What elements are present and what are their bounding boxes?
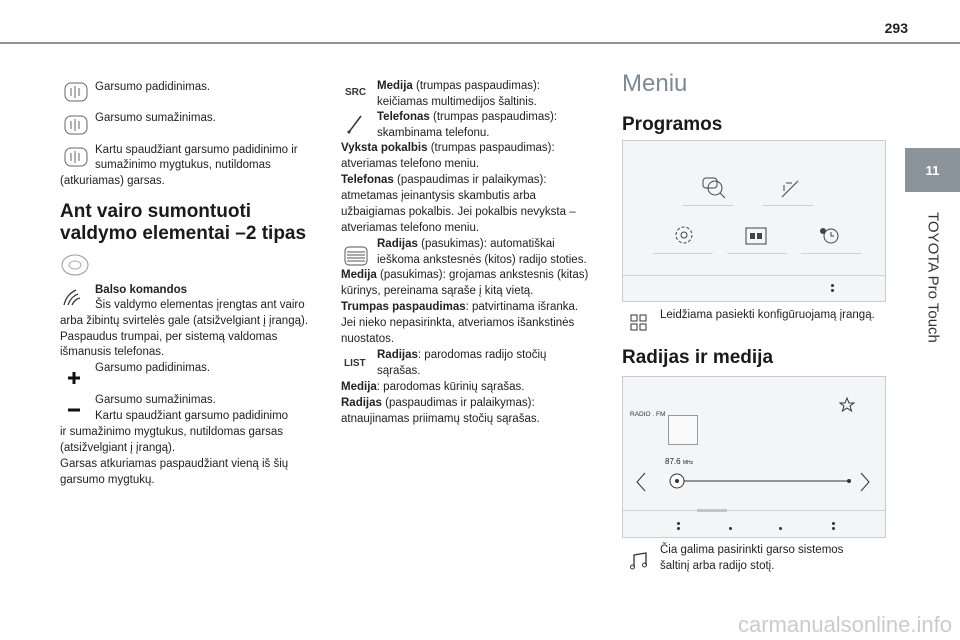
radio-band-label: RADIO . FM: [630, 411, 666, 418]
voice-line-4: išmanusis telefonas.: [60, 346, 165, 358]
call-line-1: Vyksta pokalbis (trumpas paspaudimas):: [341, 142, 555, 154]
programos-heading: Programos: [622, 114, 723, 135]
radio-line-2: ieškoma ankstesnės (kitos) radijo stoties.: [377, 254, 587, 266]
radio-description-line-1: Čia galima pasirinkti garso sistemos: [660, 544, 844, 556]
plus-text: Garsumo padidinimas.: [95, 362, 211, 374]
prev-station-icon[interactable]: [635, 471, 647, 493]
clock-app-icon[interactable]: [815, 223, 841, 247]
phone2-line-2: atmetamas įeinantysis skambutis arba: [341, 190, 536, 202]
music-note-icon: [628, 549, 650, 571]
section-heading-line-2: valdymo elementai –2 tipas: [60, 223, 307, 244]
short-line-2: Jei nieko nepasirinkta, atveriamos išankstinės: [341, 317, 575, 329]
media2-line-2: kūrinys, pereinama sąraše į kitą vietą.: [341, 285, 534, 297]
call-line-2: atveriamas telefono meniu.: [341, 158, 480, 170]
voice-line-3: Paspaudus trumpai, per sistemą valdomas: [60, 331, 278, 343]
more-options-icon[interactable]: [832, 522, 836, 532]
src-icon: SRC: [345, 87, 367, 98]
phone2-line-4: atveriamas telefono meniu.: [341, 222, 480, 234]
steering-switch-icon: [62, 80, 90, 104]
volume-up-text: Garsumo padidinimas.: [95, 81, 211, 93]
more-options-icon[interactable]: [677, 522, 681, 532]
phone-icon: [344, 113, 366, 135]
mute-line-2: sumažinimo mygtukus, nutildomas: [95, 159, 271, 171]
voice-line-1: Šis valdymo elementas įrengtas ant vairo: [95, 299, 305, 311]
header-rule: [0, 42, 960, 44]
thumbwheel-icon: [343, 243, 369, 269]
chapter-label: TOYOTA Pro Touch: [924, 212, 941, 343]
apps-screen: [622, 140, 886, 302]
settings-app-icon[interactable]: [671, 223, 697, 247]
favorite-star-icon[interactable]: [839, 397, 855, 413]
phone-line-2: skambinama telefonu.: [377, 127, 490, 139]
menu-dot[interactable]: [729, 527, 732, 530]
short-line-3: nuostatos.: [341, 333, 395, 345]
voice-line-2: arba žibintų svirtelės gale (atsižvelgiant į įrangą).: [60, 315, 309, 327]
station-artwork: [668, 415, 698, 445]
minus-icon: [66, 402, 82, 418]
meniu-title: Meniu: [622, 70, 688, 97]
media2-line-1: Medija (pasukimas): grojamas ankstesnis (kitas): [341, 269, 589, 281]
plus-icon: [66, 370, 82, 386]
radio-description-line-2: šaltinį arba radijo stotį.: [660, 560, 775, 572]
tuning-slider[interactable]: [667, 470, 853, 492]
steering-wheel-icon: [60, 253, 90, 277]
media-line-1: Medija (trumpas paspaudimas):: [377, 80, 540, 92]
radio-line-1: Radijas (pasukimas): automatiškai: [377, 238, 555, 250]
short-line-1: Trumpas paspaudimas: patvirtinama išranka.: [341, 301, 579, 313]
volume-down-text: Garsumo sumažinimas.: [95, 112, 216, 124]
next-station-icon[interactable]: [859, 471, 871, 493]
connect-app-icon[interactable]: [778, 177, 804, 201]
phone-line-1: Telefonas (trumpas paspaudimas):: [377, 111, 558, 123]
more-options-icon[interactable]: [831, 284, 835, 294]
steering-switch-icon: [62, 113, 90, 137]
frequency-value: 87.6 MHz: [665, 457, 694, 466]
radio-screen: [622, 376, 886, 538]
radio3-line-1: Radijas (paspaudimas ir palaikymas):: [341, 397, 535, 409]
apps-menu-icon: [629, 313, 649, 333]
phone2-line-1: Telefonas (paspaudimas ir palaikymas):: [341, 174, 547, 186]
apps-description: Leidžiama pasiekti konfigūruojamą įrangą.: [660, 309, 875, 321]
minus-line-4: (atsižvelgiant į įrangą).: [60, 442, 176, 454]
watermark: carmanualsonline.info: [737, 612, 952, 637]
minus-line-3: ir sumažinimo mygtukus, nutildomas garsas: [60, 426, 284, 438]
voice-app-icon[interactable]: [701, 175, 727, 199]
voice-title: Balso komandos: [95, 284, 188, 296]
minus-line-6: garsumo mygtukų.: [60, 474, 155, 486]
chapter-tab[interactable]: 11: [905, 148, 960, 192]
radio2-line-1: Radijas: parodomas radijo stočių: [377, 349, 547, 361]
apps-grid-icon[interactable]: [743, 225, 769, 247]
radijas-heading: Radijas ir medija: [622, 347, 774, 368]
radio3-line-2: atnaujinamas priimamų stočių sąrašas.: [341, 413, 540, 425]
minus-line-1: Garsumo sumažinimas.: [95, 394, 216, 406]
mute-line-3: (atkuriamas) garsas.: [60, 175, 165, 187]
list-icon: LIST: [344, 358, 366, 369]
phone2-line-3: užbaigiamas pokalbis. Jei pokalbis nevyksta –: [341, 206, 576, 218]
voice-command-icon: [60, 285, 88, 309]
steering-switch-icon: [62, 145, 90, 169]
page-number: 293: [884, 20, 908, 36]
radio2-line-2: sąrašas.: [377, 365, 421, 377]
section-heading-line-1: Ant vairo sumontuoti: [60, 201, 252, 222]
minus-line-2: Kartu spaudžiant garsumo padidinimo: [95, 410, 289, 422]
minus-line-5: Garsas atkuriamas paspaudžiant vieną iš šių: [60, 458, 289, 470]
mute-line-1: Kartu spaudžiant garsumo padidinimo ir: [95, 144, 298, 156]
media3-line: Medija: parodomas kūrinių sąrašas.: [341, 381, 525, 393]
menu-dot[interactable]: [779, 527, 782, 530]
media-line-2: keičiamas multimedijos šaltinis.: [377, 96, 537, 108]
